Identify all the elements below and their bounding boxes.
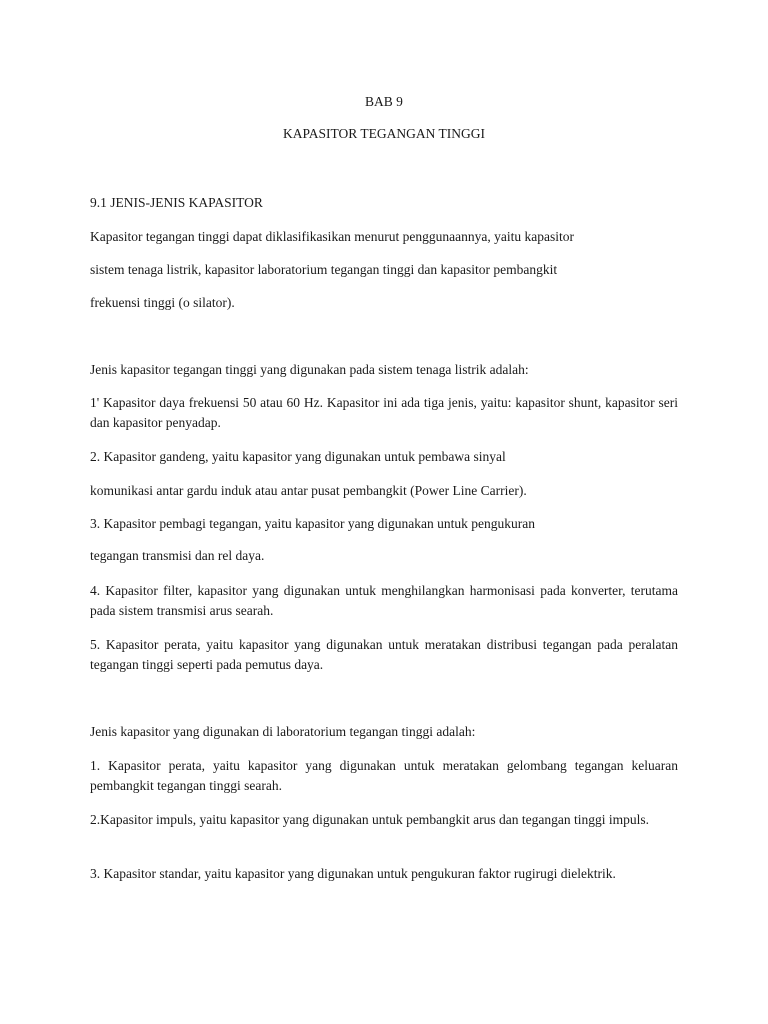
power-system-lead: Jenis kapasitor tegangan tinggi yang digunakan pada sistem tenaga listrik adalah:: [90, 362, 529, 377]
laboratory-item-1: 1. Kapasitor perata, yaitu kapasitor yang digunakan untuk meratakan gelombang tegangan keluaran pembangkit tegangan tinggi searah.: [90, 758, 678, 793]
laboratory-item-3: 3. Kapasitor standar, yaitu kapasitor yang digunakan untuk pengukuran faktor rugirugi dielektrik.: [90, 866, 616, 881]
power-system-item-2-line-2: komunikasi antar gardu induk atau antar pusat pembangkit (Power Line Carrier).: [90, 483, 527, 498]
section-heading: 9.1 JENIS-JENIS KAPASITOR: [90, 195, 263, 210]
laboratory-item-2: 2.Kapasitor impuls, yaitu kapasitor yang digunakan untuk pembangkit arus dan tegangan tinggi impuls.: [90, 812, 650, 827]
power-system-item-2-line-1: 2. Kapasitor gandeng, yaitu kapasitor yang digunakan untuk pembawa sinyal: [90, 449, 506, 464]
chapter-title: KAPASITOR TEGANGAN TINGGI: [282, 126, 485, 141]
chapter-label: BAB 9: [365, 94, 403, 109]
power-system-item-3-line-2: tegangan transmisi dan rel daya.: [90, 548, 265, 563]
intro-line-1: Kapasitor tegangan tinggi dapat diklasifikasikan menurut penggunaannya, yaitu kapasitor: [90, 229, 574, 244]
power-system-item-3-line-1: 3. Kapasitor pembagi tegangan, yaitu kapasitor yang digunakan untuk pengukuran: [90, 516, 536, 531]
intro-line-3: frekuensi tinggi (o silator).: [90, 295, 235, 310]
intro-line-2: sistem tenaga listrik, kapasitor laboratorium tegangan tinggi dan kapasitor pembangkit: [90, 262, 558, 277]
power-system-item-5: 5. Kapasitor perata, yaitu kapasitor yang digunakan untuk meratakan distribusi tegangan pada peralatan tegangan tinggi seperti pada pemutus daya.: [90, 637, 678, 672]
power-system-item-4: 4. Kapasitor filter, kapasitor yang digunakan untuk menghilangkan harmonisasi pada konverter, terutama pada sistem transmisi arus searah.: [90, 583, 678, 618]
laboratory-lead: Jenis kapasitor yang digunakan di laboratorium tegangan tinggi adalah:: [90, 724, 476, 739]
power-system-item-1: 1' Kapasitor daya frekuensi 50 atau 60 Hz. Kapasitor ini ada tiga jenis, yaitu: kapasitor shunt, kapasitor seri dan kapasitor penyadap.: [90, 395, 678, 430]
